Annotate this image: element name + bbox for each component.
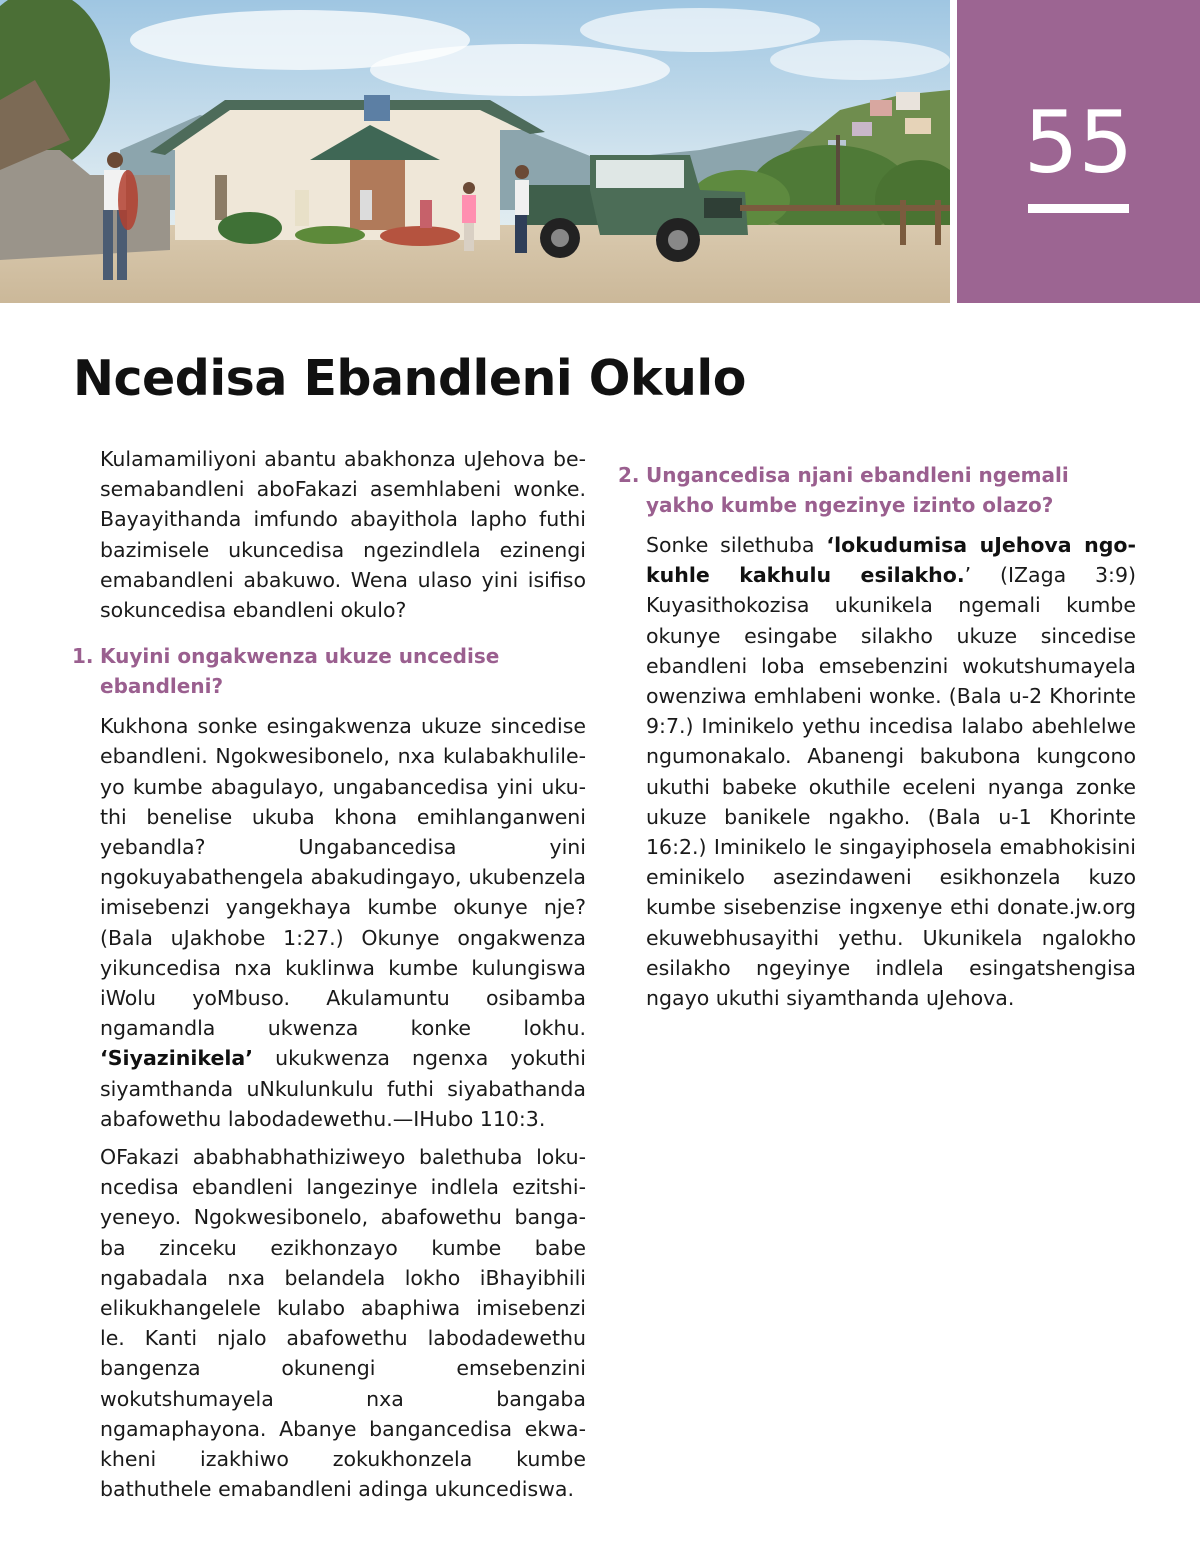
section-2-p1-text: Sonke silethuba: [646, 533, 815, 557]
question-1: [72, 641, 586, 701]
right-column: [618, 444, 1137, 1021]
section-1-paragraph-2: OFakazi ababhabhathiziweyo balethuba lokuncedisa ebandleni langezinye indlela ezitshiyeneyo. Ngokwesibonelo, abafowethu bangaba zinceku ezikhonzayo kumbe babe ngabadala nxa belandela lokho iBhayibhili elikukhangelele kulabo abaphiwa imisebenzi le. Kanti njalo abafowethu labodadewethu bangenza okunengi emsebenzini wokutshumayela nxa bangaba ngamaphayona. Abanye bangancedisa ekwakheni izakhiwo zokukhonzela kumbe bathuthele emabandleni adinga ukuncediswa.: [100, 1145, 586, 1502]
question-2: [618, 460, 1136, 520]
question-2-number: 2.: [618, 463, 640, 487]
header-photo: [0, 0, 950, 303]
page-title: Ncedisa Ebandleni Okulo: [73, 350, 746, 407]
question-2-text: Ungancedisa njani ebandleni ngemali yakho kumbe ngezinye izinto olazo?: [646, 463, 1069, 517]
section-2-p1-bold: ‘lokudumisa uJehova ngokuhle kakhulu esilakho.: [646, 533, 1136, 588]
question-1-text: Kuyini ongakwenza ukuze uncedise ebandleni?: [100, 644, 500, 699]
section-2-paragraph-1: [646, 530, 1136, 1013]
section-2-p1-text-end: ’ (IZaga 3:9) Kuyasithokozisa ukunikela ngemali kumbe okunye esingabe silakho ukuze sincedise ebandleni loba emsebenzini wokutshumayela owenziwa emhlabeni wonke. (Bala u-2 Khorinte 9:7.) Iminikelo yethu incedisa lalabo abehlelwe ngumonakalo. Abanengi bakubona kungcono ukuthi babeke okuthile eceleni nyanga zonke ukuze banikele ngakho. (Bala u-1 Khorinte 16:2.) Iminikelo le singayiphosela emabhokisini eminikelo asezindaweni esikhonzela kuzo kumbe sisebenzise ingxenye ethi donate.jw.org ekuwebhusayithi yethu. Ukunikela ngalokho esilakho ngeyinye indlela esingatshengisa ngayo ukuthi siyamthanda uJehova.: [646, 563, 1137, 1011]
section-1-p1-text-end: ukukwenza ngenxa yokuthi siyamthanda uNkulunkulu futhi siyabathanda abafowethu labodadewethu.—IHubo 110:3.: [100, 1046, 586, 1131]
lesson-number-box: [957, 0, 1200, 303]
section-1-paragraph-1: [100, 711, 586, 1134]
section-1-p1-bold: ‘Siyazinikela’: [100, 1046, 253, 1071]
lesson-underline: [1028, 204, 1129, 213]
question-1-number: 1.: [72, 644, 94, 669]
left-column: [72, 444, 586, 1543]
lesson-number: 55: [1023, 93, 1134, 193]
intro-paragraph: Kulamamiliyoni abantu abakhonza uJehova besemabandleni aboFakazi asemhlabeni wonke. Bayayithanda imfundo abayithola lapho futhi bazimisele ukuncedisa ngezindlela ezinengi emabandleni abakuwo. Wena ulaso yini isifiso sokuncedisa ebandleni okulo?: [100, 447, 586, 623]
section-1-p1-text: Kukhona sonke esingakwenza ukuze sincedise ebandleni. Ngokwesibonelo, nxa kulabakhulileyo kumbe abagulayo, ungabancedisa yini ukuthi benelise ukuba khona emihlanganweni yebandla? Ungabancedisa yini ngokuyabathengela abakudingayo, ukubenzela imisebenzi yangekhaya kumbe okunye nje? (Bala uJakhobe 1:27.) Okunye ongakwenza yikuncedisa nxa kuklinwa kumbe kulungiswa iWolu yoMbuso. Akulamuntu osibamba ngamandla ukwenza konke lokhu.: [100, 714, 586, 1041]
